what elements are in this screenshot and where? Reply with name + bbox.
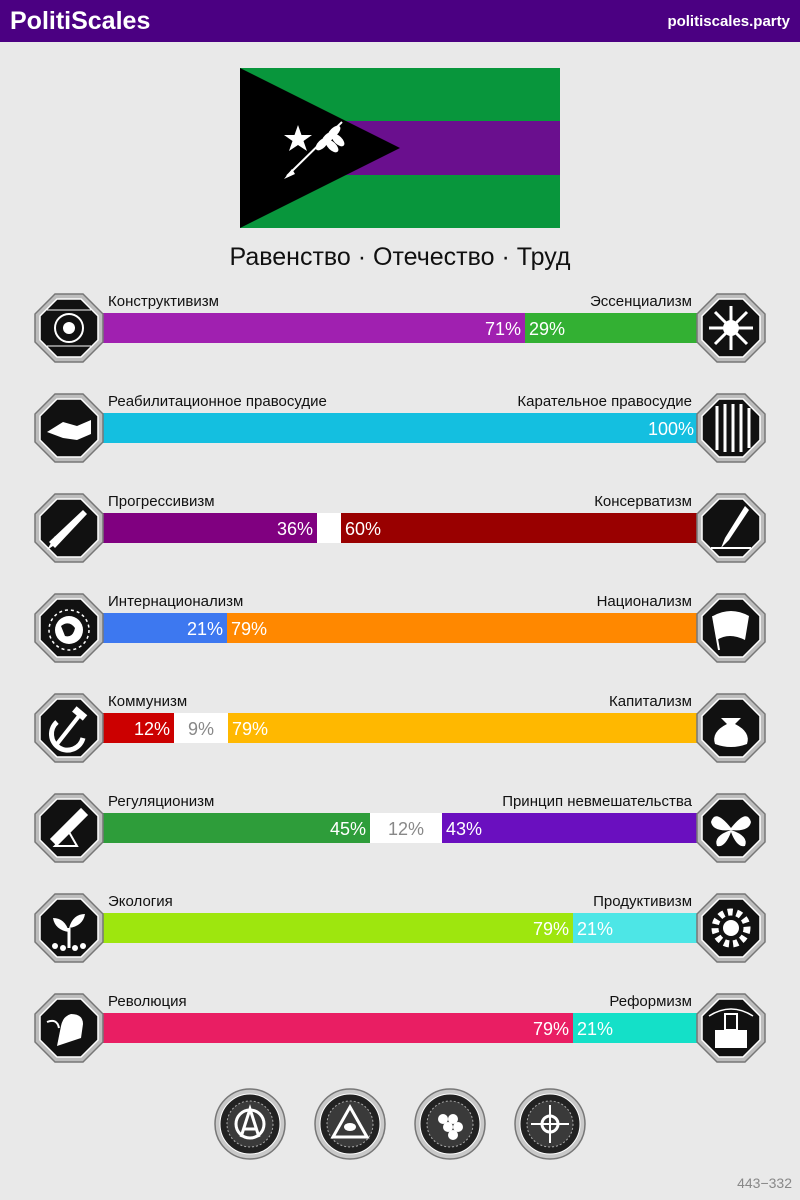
axis-label-left: Коммунизм	[108, 693, 188, 710]
result-flag	[240, 68, 560, 228]
axis-label-left: Конструктивизм	[108, 293, 219, 310]
axis-percent-left: 79%	[532, 1019, 569, 1039]
axis-percent-left: 21%	[186, 619, 223, 639]
sprout-icon	[33, 892, 105, 964]
money-bag-icon	[695, 692, 767, 764]
flag-icon	[695, 592, 767, 664]
veganism-badge-icon	[413, 1087, 487, 1161]
axis-label-right: Национализм	[596, 593, 692, 610]
axis-segment-right	[341, 513, 698, 543]
axis-segment-left	[102, 313, 525, 343]
axis-label-left: Интернационализм	[108, 593, 244, 610]
ballot-box-icon	[695, 992, 767, 1064]
axis-label-left: Экология	[108, 893, 173, 910]
globe-icon	[33, 592, 105, 664]
axis-percent-left: 79%	[532, 919, 569, 939]
rocket-icon	[33, 492, 105, 564]
axis-segment-left	[102, 913, 573, 943]
axis-percent-right: 60%	[345, 519, 382, 539]
eye-icon	[33, 292, 105, 364]
prison-bars-icon	[695, 392, 767, 464]
quill-icon	[695, 492, 767, 564]
axis-row	[0, 287, 800, 367]
handshake-icon	[33, 392, 105, 464]
gear-icon	[695, 892, 767, 964]
header-bar	[0, 0, 800, 42]
hammer-sickle-icon	[33, 692, 105, 764]
motto-slogan: Равенство · Отечество · Труд	[229, 243, 571, 271]
axis-segment-right-align	[102, 413, 698, 443]
dna-flower-icon	[695, 292, 767, 364]
axis-percent-right: 21%	[577, 1019, 614, 1039]
result-code: 443−332	[737, 1175, 792, 1191]
axis-label-left: Регуляционизм	[108, 793, 215, 810]
axis-percent-right: 79%	[231, 619, 268, 639]
axis-bar	[102, 413, 698, 443]
axis-bar	[102, 313, 698, 343]
axis-row	[0, 587, 800, 667]
axis-row	[0, 687, 800, 767]
axis-label-right: Принцип невмешательства	[502, 793, 692, 810]
conspiracy-badge-icon	[313, 1087, 387, 1161]
butterfly-icon	[695, 792, 767, 864]
axis-row	[0, 487, 800, 567]
axis-percent-left: 36%	[276, 519, 313, 539]
axis-percent-right-align: 100%	[647, 419, 694, 439]
axis-percent-mid: 12%	[387, 819, 425, 839]
axis-percent-right: 43%	[446, 819, 483, 839]
axis-label-right: Реформизм	[609, 993, 692, 1010]
axis-percent-right: 21%	[577, 919, 614, 939]
axis-segment-left	[102, 1013, 573, 1043]
axis-percent-right: 29%	[529, 319, 566, 339]
axis-percent-left: 71%	[484, 319, 521, 339]
monarchism-badge-icon	[513, 1087, 587, 1161]
axis-segment-mid	[317, 513, 341, 543]
axis-percent-left: 45%	[329, 819, 366, 839]
axis-label-right: Эссенциализм	[589, 293, 692, 310]
brand-title[interactable]: PolitiScales	[10, 7, 151, 35]
axis-label-left: Реабилитационное правосудие	[108, 393, 327, 410]
axis-percent-left: 12%	[133, 719, 170, 739]
axis-percent-right: 79%	[232, 719, 269, 739]
axis-segment-right	[227, 613, 698, 643]
axis-label-right: Продуктивизм	[593, 893, 692, 910]
axis-segment-right	[228, 713, 698, 743]
axis-row	[0, 987, 800, 1067]
axis-label-right: Капитализм	[609, 693, 692, 710]
axis-row	[0, 887, 800, 967]
axis-label-right: Карательное правосудие	[517, 393, 692, 410]
axis-row	[0, 387, 800, 467]
fist-icon	[33, 992, 105, 1064]
anarchism-badge-icon	[213, 1087, 287, 1161]
axis-label-left: Прогрессивизм	[108, 493, 215, 510]
axis-bar	[102, 513, 698, 543]
ruler-icon	[33, 792, 105, 864]
axis-label-left: Революция	[108, 993, 187, 1010]
site-link[interactable]: politiscales.party	[667, 13, 790, 30]
axis-row	[0, 787, 800, 867]
axis-percent-mid: 9%	[187, 719, 214, 739]
axis-label-right: Консерватизм	[594, 493, 692, 510]
